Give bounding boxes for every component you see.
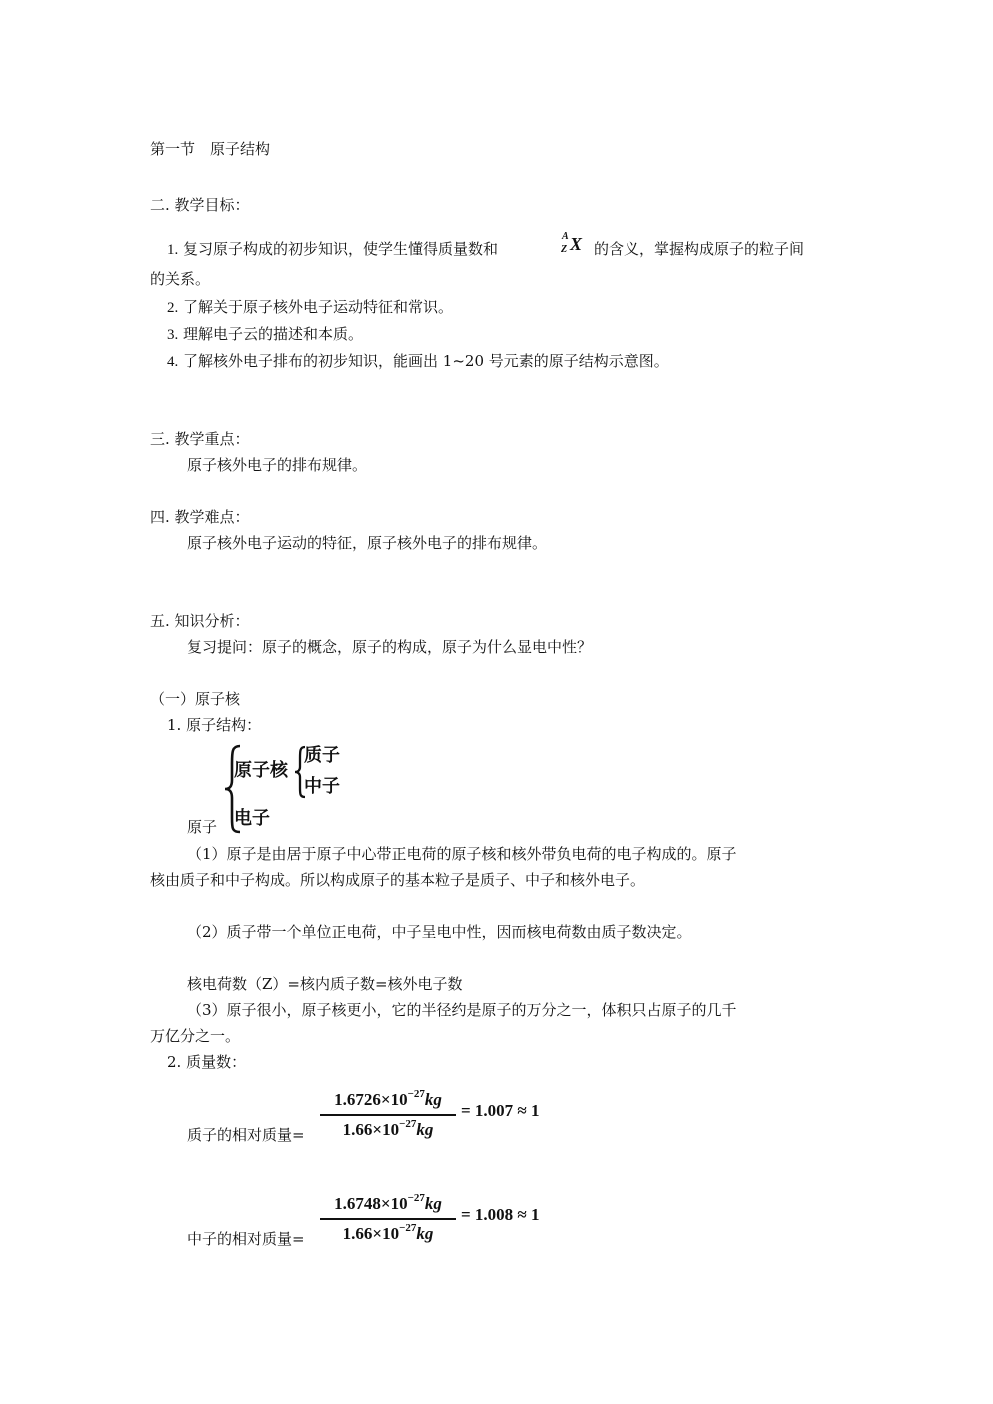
charge-equation: 核电荷数（Z）=核内质子数=核外电子数 xyxy=(187,975,463,993)
item-atomic-structure: 1. 原子结构： xyxy=(167,716,262,734)
difficulties-heading: 四. 教学难点： xyxy=(150,508,250,526)
diagram-electron: 电子 xyxy=(234,808,270,829)
paragraph-3-line-2: 万亿分之一。 xyxy=(150,1027,241,1045)
nuclide-element: X xyxy=(570,234,583,254)
subsection-nucleus: （一）原子核 xyxy=(150,690,241,708)
objective-4-text: 了解核外电子排布的初步知识，能画出 1~20 号元素的原子结构示意图。 xyxy=(183,352,669,370)
objective-2 xyxy=(167,296,453,319)
item-mass-number: 2. 质量数： xyxy=(167,1053,247,1071)
paragraph-3-line-1: （3）原子很小，原子核更小，它的半径约是原子的万分之一，体积只占原子的几千 xyxy=(187,1001,737,1019)
nuclide-mass-number: A xyxy=(562,231,569,242)
objective-1-number: 1. xyxy=(167,242,179,258)
neutron-mass-result: = 1.008 ≈ 1 xyxy=(461,1205,540,1224)
key-points-heading: 三. 教学重点： xyxy=(150,430,250,448)
objective-1-text-after: 的含义，掌握构成原子的粒子间 xyxy=(594,240,805,258)
neutron-mass-formula xyxy=(320,1192,560,1252)
analysis-heading: 五. 知识分析： xyxy=(150,612,250,630)
proton-mass-denominator: $1.66\times 10^{-27}kg$ xyxy=(342,1118,434,1139)
objective-4 xyxy=(167,350,669,373)
objective-1-continuation: 的关系。 xyxy=(150,270,211,288)
difficulties-text: 原子核外电子运动的特征，原子核外电子的排布规律。 xyxy=(187,534,548,552)
objective-3-number: 3. xyxy=(167,327,179,343)
proton-mass-label: 质子的相对质量= xyxy=(187,1126,305,1144)
nuclide-symbol xyxy=(555,231,589,260)
paragraph-2: （2）质子带一个单位正电荷，中子呈电中性，因而核电荷数由质子数决定。 xyxy=(187,923,692,941)
objective-3 xyxy=(167,323,363,346)
neutron-mass-label: 中子的相对质量= xyxy=(187,1230,305,1248)
nuclide-atomic-number: Z xyxy=(561,244,568,255)
key-points-text: 原子核外电子的排布规律。 xyxy=(187,456,368,474)
proton-mass-formula xyxy=(320,1088,560,1148)
objective-4-number: 4. xyxy=(167,354,179,370)
diagram-proton: 质子 xyxy=(304,745,340,766)
paragraph-1-line-1: （1）原子是由居于原子中心带正电荷的原子核和核外带负电荷的电子构成的。原子 xyxy=(187,845,737,863)
objective-3-text: 理解电子云的描述和本质。 xyxy=(183,325,364,343)
diagram-neutron: 中子 xyxy=(304,776,340,797)
review-question: 复习提问：原子的概念，原子的构成，原子为什么显电中性？ xyxy=(187,638,593,656)
neutron-mass-denominator: $1.66\times 10^{-27}kg$ xyxy=(342,1222,434,1243)
objective-2-number: 2. xyxy=(167,300,179,316)
neutron-mass-numerator: $1.6748\times 10^{-27}kg$ xyxy=(334,1192,442,1213)
paragraph-1-line-2: 核由质子和中子构成。所以构成原子的基本粒子是质子、中子和核外电子。 xyxy=(150,871,646,889)
fraction-bar xyxy=(320,1114,456,1116)
fraction-bar xyxy=(320,1218,456,1220)
proton-mass-result: = 1.007 ≈ 1 xyxy=(461,1101,540,1120)
objective-1-text-before: 复习原子构成的初步知识，使学生懂得质量数和 xyxy=(183,240,499,258)
objective-1 xyxy=(167,238,498,261)
diagram-nucleus: 原子核 xyxy=(234,760,288,781)
section-title: 第一节 原子结构 xyxy=(150,140,271,158)
diagram-root-atom: 原子 xyxy=(187,818,218,836)
proton-mass-numerator: $1.6726\times 10^{-27}kg$ xyxy=(334,1088,442,1109)
objectives-heading: 二. 教学目标： xyxy=(150,196,250,214)
objective-2-text: 了解关于原子核外电子运动特征和常识。 xyxy=(183,298,454,316)
